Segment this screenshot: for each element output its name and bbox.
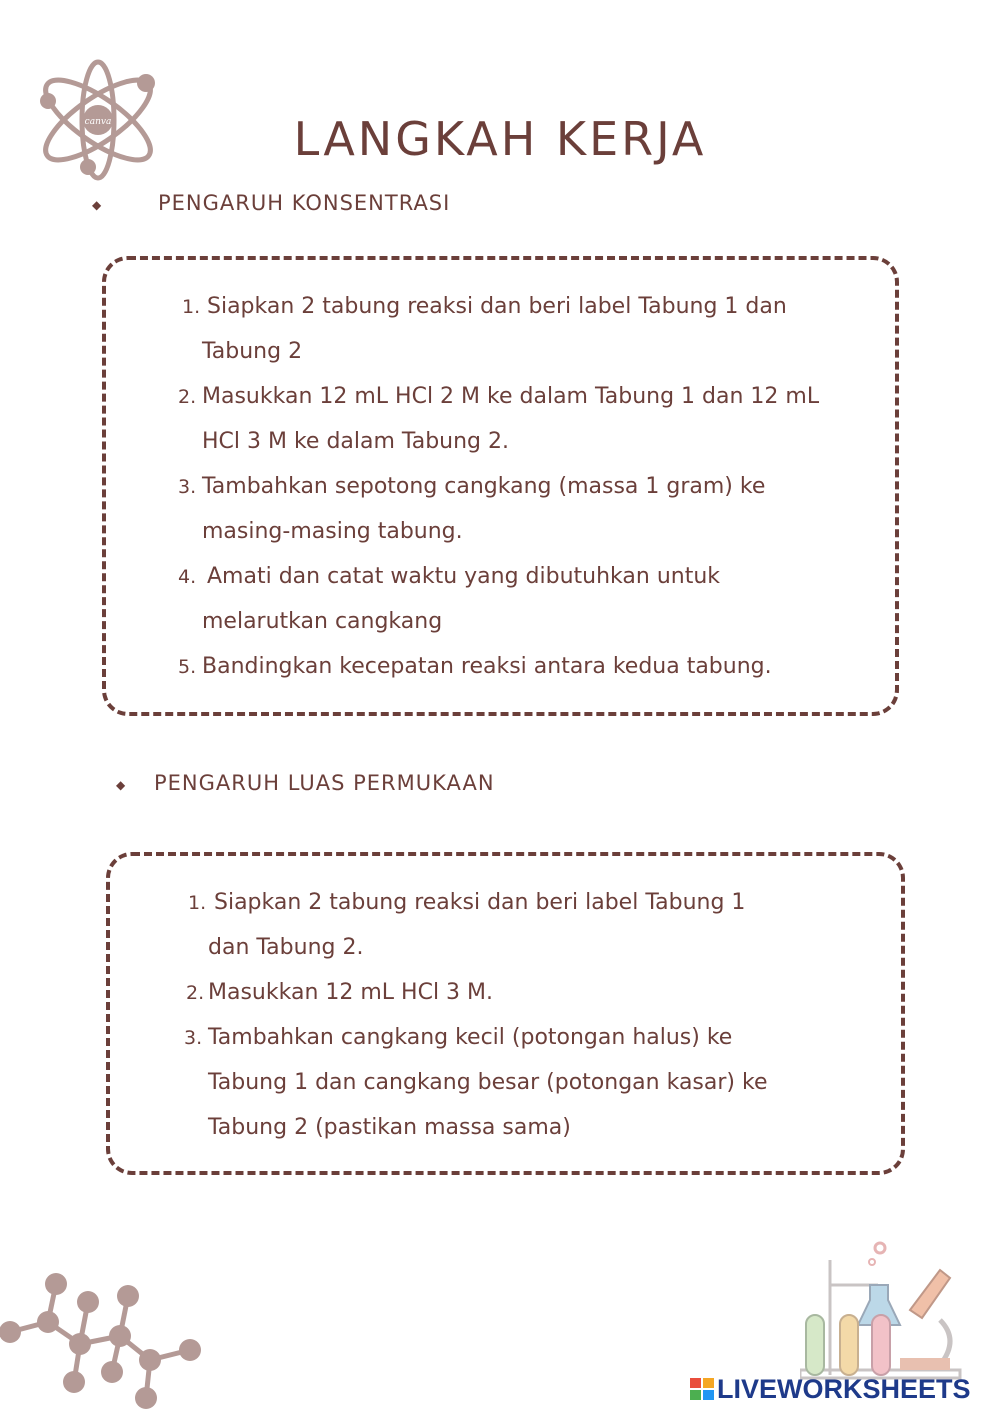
bullet-icon: ◆ xyxy=(116,778,126,792)
list-item: 1. Siapkan 2 tabung reaksi dan beri label Tabung 1 dan Tabung 2 xyxy=(182,294,787,364)
section-heading-konsentrasi: PENGARUH KONSENTRASI xyxy=(158,191,451,215)
section-heading-luas-permukaan: PENGARUH LUAS PERMUKAAN xyxy=(154,771,495,795)
list-item: 2. Masukkan 12 mL HCl 2 M ke dalam Tabung 1 dan 12 mL HCl 3 M ke dalam Tabung 2. xyxy=(178,384,820,454)
molecule-icon xyxy=(0,1262,215,1414)
liveworksheets-mark-icon xyxy=(690,1378,714,1400)
list-item: 2. Masukkan 12 mL HCl 3 M. xyxy=(186,980,494,1005)
list-item: 3. Tambahkan cangkang kecil (potongan halus) ke Tabung 1 dan cangkang besar (potongan kasar) ke Tabung 2 (pastikan massa sama) xyxy=(184,1025,768,1140)
brand-name: LIVEWORKSHEETS xyxy=(717,1374,971,1404)
list-item: 1. Siapkan 2 tabung reaksi dan beri label Tabung 1 dan Tabung 2. xyxy=(188,890,746,960)
list-item: 3. Tambahkan sepotong cangkang (massa 1 gram) ke masing-masing tabung. xyxy=(178,474,766,544)
lab-equipment-icon xyxy=(800,1240,965,1380)
liveworksheets-logo xyxy=(690,1374,971,1405)
page-title: LANGKAH KERJA xyxy=(293,112,707,166)
steps-list-luas-permukaan xyxy=(184,880,868,1150)
atom-logo-text: canva xyxy=(84,117,112,127)
bullet-icon: ◆ xyxy=(92,198,102,212)
list-item: 4. Amati dan catat waktu yang dibutuhkan untuk melarutkan cangkang xyxy=(178,564,721,634)
steps-list-konsentrasi xyxy=(178,284,862,689)
list-item: 5. Bandingkan kecepatan reaksi antara kedua tabung. xyxy=(178,654,772,679)
